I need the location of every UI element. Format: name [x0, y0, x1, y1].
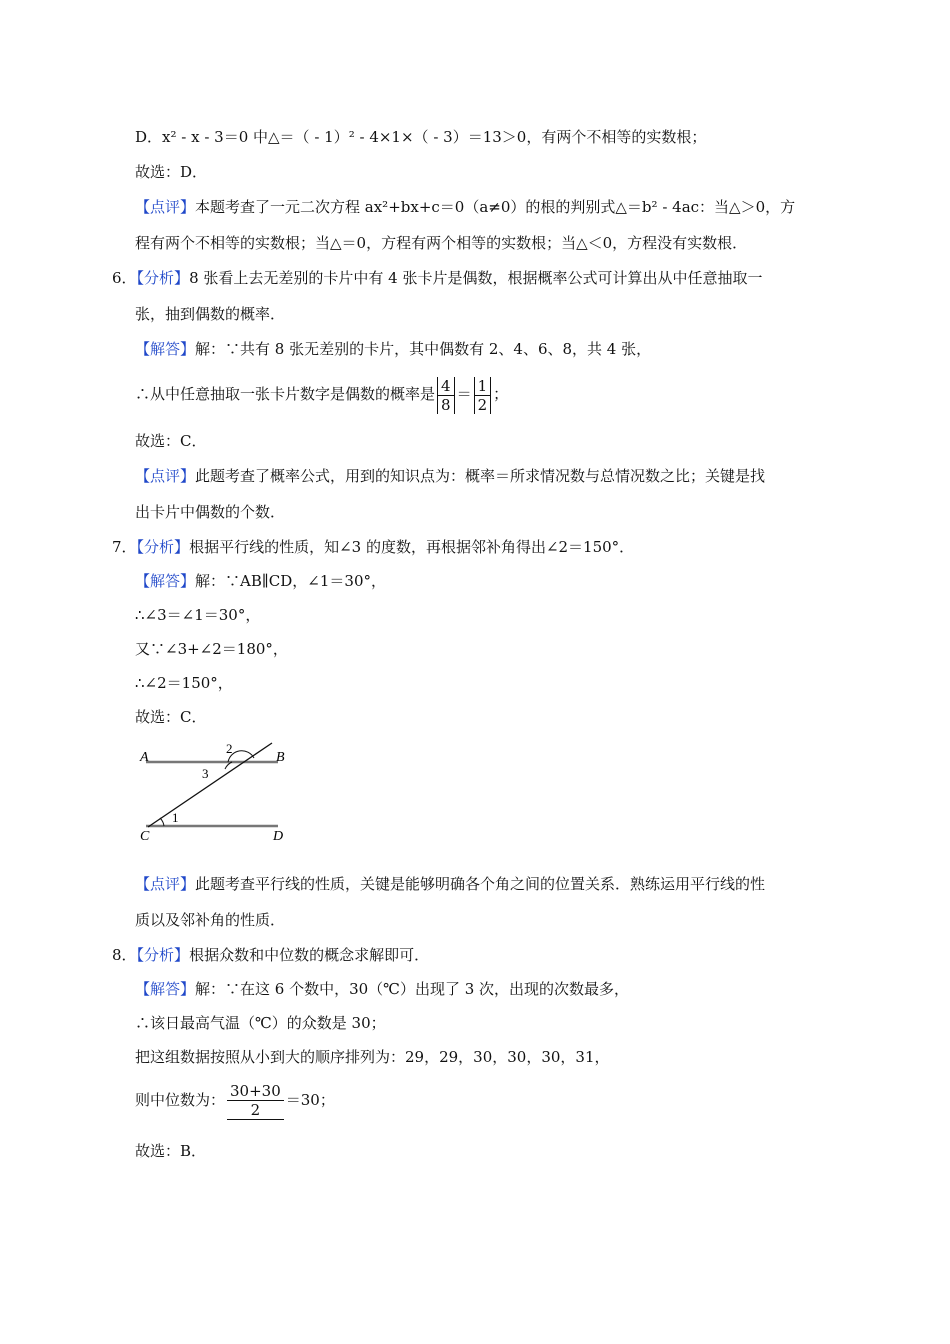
label-angle-2: 2 [226, 741, 233, 756]
q7-answer-text1: 解：∵AB∥CD，∠1＝30°， [195, 572, 387, 590]
label-angle-3: 3 [202, 766, 209, 781]
q6-analysis-line1 [112, 268, 762, 288]
frac-numerator: 4 [438, 377, 454, 396]
q5-review-line1 [135, 197, 795, 217]
q6-fraction-1-2 [474, 377, 492, 414]
equals-sign: ＝ [456, 385, 472, 403]
q8-choice: 故选：B． [135, 1142, 207, 1160]
label-b: B [276, 750, 285, 765]
answer-tag: 【解答】 [135, 340, 196, 358]
q7-answer-line2: ∴∠3＝∠1＝30°， [135, 606, 261, 624]
q7-review-line1 [135, 874, 765, 894]
q8-number: 8． [112, 946, 137, 964]
label-angle-1: 1 [172, 810, 179, 825]
analysis-tag: 【分析】 [136, 946, 190, 964]
review-tag: 【点评】 [135, 198, 196, 216]
q7-answer-line1 [135, 571, 386, 591]
q6-answer-line2 [135, 374, 508, 414]
q6-answer-prefix: ∴从中任意抽取一张卡片数字是偶数的概率是 [135, 385, 436, 403]
q8-analysis-text1: 根据众数和中位数的概念求解即可． [189, 946, 430, 964]
q7-number: 7． [112, 538, 137, 556]
review-tag: 【点评】 [135, 875, 196, 893]
analysis-tag: 【分析】 [136, 269, 190, 287]
q5-choice: 故选：D． [135, 163, 208, 181]
q7-choice: 故选：C． [135, 708, 207, 726]
q6-review-line2: 出卡片中偶数的个数． [135, 503, 286, 521]
q6-choice: 故选：C． [135, 432, 207, 450]
q6-answer-suffix: ； [493, 385, 509, 403]
q8-fraction-median [227, 1082, 284, 1120]
q8-answer-line1 [135, 979, 629, 999]
label-c: C [140, 829, 150, 844]
q8-answer-prefix: 则中位数为： [135, 1091, 226, 1109]
parallel-lines-figure [132, 736, 297, 848]
q5-option-d: D．x² - x - 3＝0 中△＝（ - 1）² - 4×1×（ - 3）＝13＞0，有两个不相等的实数根； [135, 128, 707, 146]
answer-tag: 【解答】 [135, 572, 196, 590]
frac-denominator: 2 [477, 395, 488, 414]
analysis-tag: 【分析】 [136, 538, 190, 556]
q7-review-text1: 此题考查平行线的性质，关键是能够明确各个角之间的位置关系．熟练运用平行线的性 [195, 875, 766, 893]
q8-answer-suffix: ＝30； [285, 1091, 335, 1109]
frac-denominator: 8 [441, 395, 451, 414]
label-d: D [273, 829, 284, 844]
q7-review-line2: 质以及邻补角的性质． [135, 911, 286, 929]
review-tag: 【点评】 [135, 467, 196, 485]
q8-answer-line2: ∴该日最高气温（℃）的众数是 30； [135, 1014, 386, 1032]
q6-answer-line1 [135, 339, 651, 359]
q8-answer-line4 [135, 1080, 335, 1120]
frac-numerator: 1 [475, 377, 491, 396]
q7-answer-line4: ∴∠2＝150°， [135, 674, 233, 692]
q5-review-text1: 本题考查了一元二次方程 ax²+bx+c＝0（a≠0）的根的判别式△＝b² - 4ac：当△＞0，方 [195, 198, 796, 216]
q8-answer-text1: 解：∵在这 6 个数中，30（℃）出现了 3 次，出现的次数最多， [195, 980, 630, 998]
answer-tag: 【解答】 [135, 980, 196, 998]
frac-denominator: 2 [250, 1101, 261, 1119]
q6-analysis-line2: 张，抽到偶数的概率． [135, 305, 286, 323]
q6-number: 6． [112, 269, 137, 287]
q6-answer-text1: 解：∵共有 8 张无差别的卡片，其中偶数有 2、4、6、8，共 4 张， [195, 340, 652, 358]
label-a: A [140, 750, 149, 765]
q6-review-line1 [135, 466, 765, 486]
q7-analysis-line1 [112, 537, 634, 557]
q8-analysis-line1 [112, 945, 429, 965]
frac-numerator: 30+30 [227, 1082, 284, 1101]
q6-review-text1: 此题考查了概率公式，用到的知识点为：概率＝所求情况数与总情况数之比；关键是找 [195, 467, 766, 485]
q7-answer-line3: 又∵∠3+∠2＝180°， [135, 640, 288, 658]
q7-analysis-text1: 根据平行线的性质，知∠3 的度数，再根据邻补角得出∠2＝150°． [189, 538, 635, 556]
q5-review-line2: 程有两个不相等的实数根；当△＝0，方程有两个相等的实数根；当△＜0，方程没有实数根． [135, 234, 748, 252]
q6-fraction-4-8 [437, 377, 455, 414]
q6-analysis-text1: 8 张看上去无差别的卡片中有 4 张卡片是偶数，根据概率公式可计算出从中任意抽取一 [189, 269, 763, 287]
q8-answer-line3: 把这组数据按照从小到大的顺序排列为：29，29，30，30，30，31， [135, 1048, 610, 1066]
transversal-line [148, 743, 272, 827]
